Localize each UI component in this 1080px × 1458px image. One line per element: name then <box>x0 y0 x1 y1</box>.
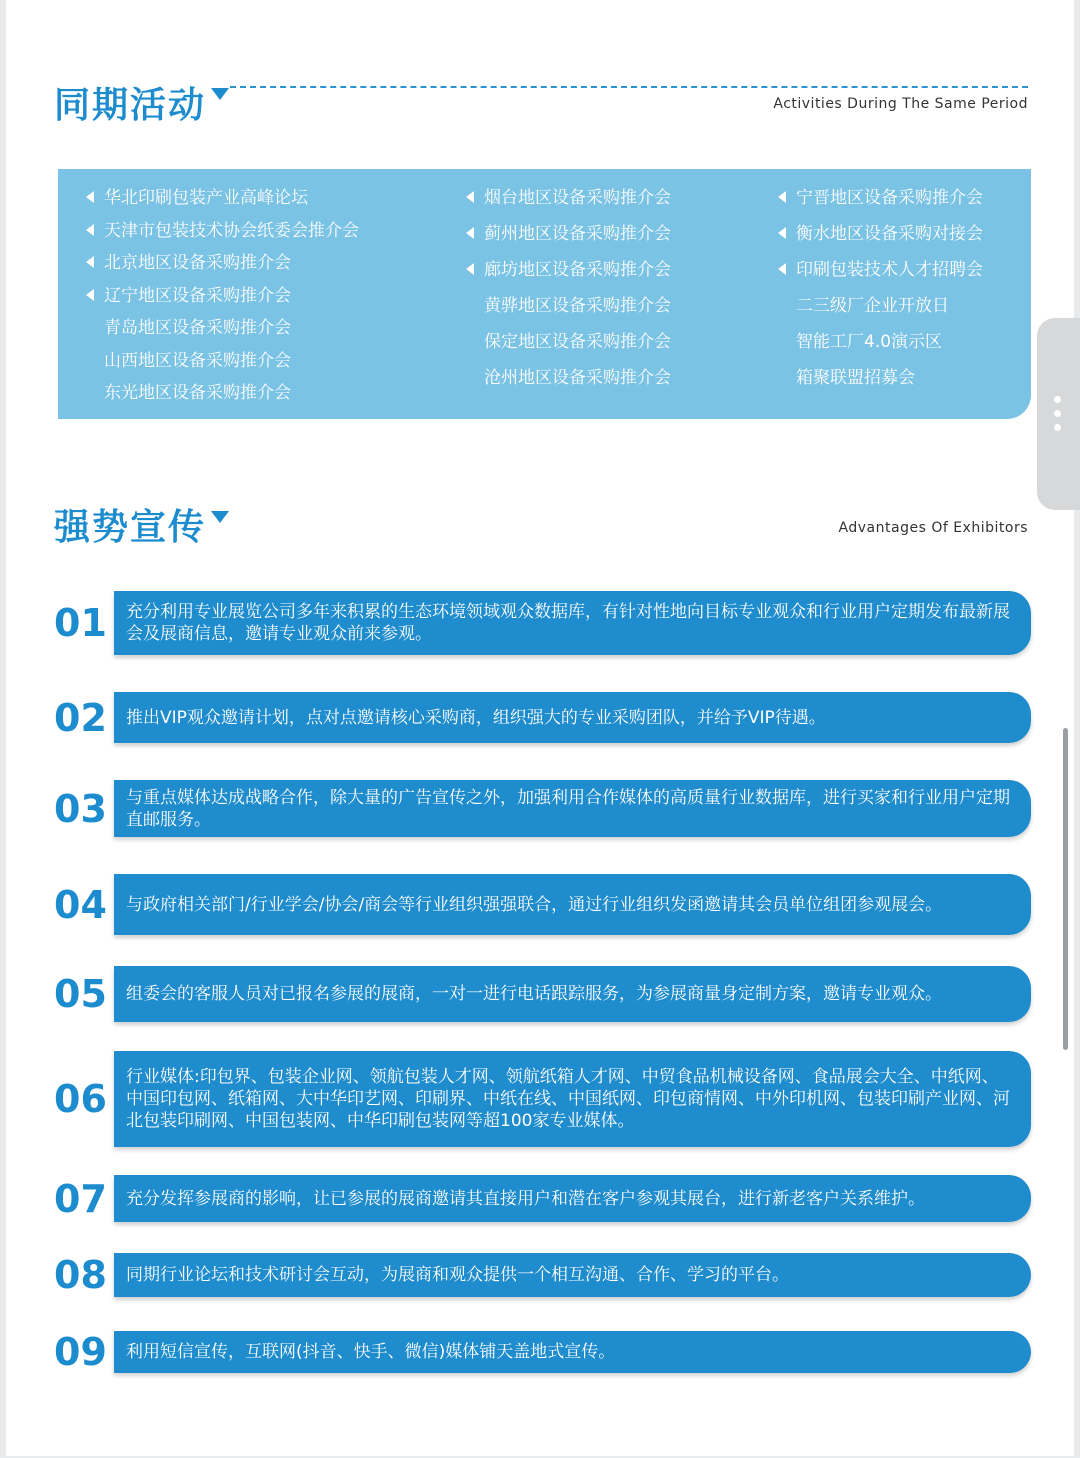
activity-item <box>464 259 671 295</box>
activity-item <box>776 367 983 403</box>
activity-item <box>776 295 983 331</box>
more-vertical-icon <box>1054 396 1061 403</box>
activity-item <box>84 382 359 415</box>
more-vertical-icon <box>1054 424 1061 431</box>
activity-item <box>776 331 983 367</box>
advantage-text: 充分发挥参展商的影响，让已参展的展商邀请其直接用户和潜在客户参观其展台，进行新老客户关系维护。 <box>126 1188 925 1209</box>
activity-label: 北京地区设备采购推介会 <box>104 253 291 273</box>
advantage-number: 09 <box>54 1330 107 1374</box>
advantage-bar <box>114 874 1031 935</box>
advantage-bar <box>114 1253 1031 1297</box>
title-triangle-icon <box>211 88 229 100</box>
advantage-number: 01 <box>54 601 107 645</box>
activities-panel <box>58 169 1031 419</box>
advantage-text: 充分利用专业展览公司多年来积累的生态环境领域观众数据库，有针对性地向目标专业观众和行业用户定期发布最新展会及展商信息，邀请专业观众前来参观。 <box>126 602 1010 644</box>
caret-left-icon <box>86 224 94 236</box>
activity-label: 印刷包装技术人才招聘会 <box>796 260 983 280</box>
activity-item <box>464 367 671 403</box>
caret-left-icon <box>466 227 474 239</box>
caret-left-icon <box>86 256 94 268</box>
advantage-number: 07 <box>54 1176 107 1221</box>
advantage-bar <box>114 1331 1031 1373</box>
activity-label: 天津市包装技术协会纸委会推介会 <box>104 220 359 241</box>
activity-label: 辽宁地区设备采购推介会 <box>104 285 291 306</box>
activity-item <box>464 331 671 367</box>
activity-label: 蓟州地区设备采购推介会 <box>484 224 671 244</box>
activity-item <box>84 317 359 350</box>
advantage-number: 02 <box>54 695 107 740</box>
activity-label: 青岛地区设备采购推介会 <box>104 318 291 338</box>
advantage-text: 行业媒体:印包界、包装企业网、领航包装人才网、领航纸箱人才网、中贸食品机械设备网、食品展会大全、中纸网、中国印包网、纸箱网、大中华印艺网、印刷界、中纸在线、中国纸网、印包商情网、中外印机网、包装印刷产业网、河北包装印刷网、中国包装网、中华印刷包装网等超100家专业媒体。 <box>126 1067 1010 1131</box>
activities-column-3 <box>776 187 983 403</box>
caret-left-icon <box>466 263 474 275</box>
activity-item <box>464 187 671 223</box>
caret-left-icon <box>778 263 786 275</box>
advantage-number: 03 <box>54 786 107 831</box>
caret-left-icon <box>86 289 94 301</box>
advantage-text: 推出VIP观众邀请计划，点对点邀请核心采购商，组织强大的专业采购团队，并给予VIP待遇。 <box>126 707 826 728</box>
activity-item <box>776 187 983 223</box>
advantage-text: 利用短信宣传，互联网(抖音、快手、微信)媒体铺天盖地式宣传。 <box>126 1342 616 1362</box>
activity-label: 华北印刷包装产业高峰论坛 <box>104 188 308 208</box>
activity-item <box>84 285 359 318</box>
activity-item <box>776 223 983 259</box>
activity-label: 衡水地区设备采购对接会 <box>796 224 983 244</box>
advantage-text: 组委会的客服人员对已报名参展的展商，一对一进行电话跟踪服务，为参展商量身定制方案，邀请专业观众。 <box>126 984 942 1004</box>
activities-title: 同期活动 <box>54 85 207 126</box>
advantages-subtitle: Advantages Of Exhibitors <box>838 520 1028 536</box>
activity-label: 宁晋地区设备采购推介会 <box>796 188 983 208</box>
advantage-number: 05 <box>54 972 107 1016</box>
advantage-bar <box>114 966 1031 1022</box>
activity-item <box>776 259 983 295</box>
activity-label: 黄骅地区设备采购推介会 <box>484 296 671 316</box>
title-triangle-icon <box>211 511 229 523</box>
advantage-number: 06 <box>54 1077 107 1121</box>
advantage-bar <box>114 1051 1031 1147</box>
activity-item <box>84 350 359 383</box>
advantage-number: 04 <box>54 882 107 927</box>
activity-item <box>464 223 671 259</box>
caret-left-icon <box>778 227 786 239</box>
caret-left-icon <box>778 191 786 203</box>
advantage-bar <box>114 1175 1031 1222</box>
activity-label: 二三级厂企业开放日 <box>796 296 949 316</box>
advantage-text: 同期行业论坛和技术研讨会互动，为展商和观众提供一个相互沟通、合作、学习的平台。 <box>126 1265 789 1285</box>
caret-left-icon <box>466 191 474 203</box>
more-vertical-icon <box>1054 410 1061 417</box>
advantage-bar <box>114 591 1031 655</box>
side-handle[interactable] <box>1037 318 1080 510</box>
activity-item <box>464 295 671 331</box>
activities-subtitle: Activities During The Same Period <box>773 96 1028 112</box>
advantage-text: 与重点媒体达成战略合作，除大量的广告宣传之外，加强利用合作媒体的高质量行业数据库，进行买家和行业用户定期直邮服务。 <box>126 787 1010 830</box>
caret-left-icon <box>86 191 94 203</box>
advantages-title: 强势宣传 <box>54 507 207 548</box>
activity-label: 烟台地区设备采购推介会 <box>484 188 671 208</box>
advantage-bar <box>114 692 1031 743</box>
activity-label: 廊坊地区设备采购推介会 <box>484 260 671 280</box>
dashed-divider <box>230 86 1028 88</box>
activity-label: 山西地区设备采购推介会 <box>104 350 291 371</box>
activity-label: 智能工厂4.0演示区 <box>796 332 943 352</box>
brochure-page <box>6 0 1074 1456</box>
advantage-bar <box>114 780 1031 837</box>
advantage-text: 与政府相关部门/行业学会/协会/商会等行业组织强强联合，通过行业组织发函邀请其会员单位组团参观展会。 <box>126 894 943 915</box>
activity-item <box>84 187 359 220</box>
advantage-number: 08 <box>54 1253 107 1297</box>
scrollbar[interactable] <box>1063 728 1068 1050</box>
activities-column-1 <box>84 187 359 415</box>
activities-column-2 <box>464 187 671 403</box>
activity-item <box>84 252 359 285</box>
activity-label: 沧州地区设备采购推介会 <box>484 368 671 388</box>
activity-label: 东光地区设备采购推介会 <box>104 383 291 403</box>
activity-item <box>84 220 359 253</box>
activity-label: 箱聚联盟招募会 <box>796 368 915 388</box>
activity-label: 保定地区设备采购推介会 <box>484 332 671 352</box>
